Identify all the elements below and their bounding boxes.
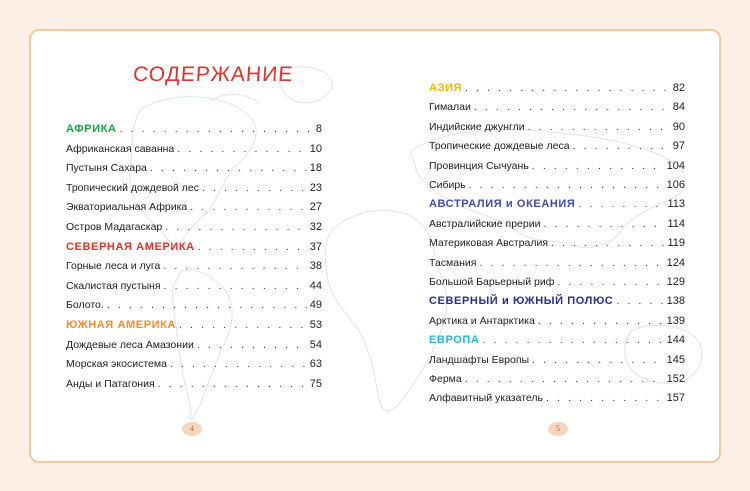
toc-entry-label: СЕВЕРНЫЙ и ЮЖНЫЙ ПОЛЮС [429, 295, 614, 308]
toc-page-number: 144 [666, 334, 685, 347]
toc-dot-leader [158, 378, 307, 390]
toc-page-number: 90 [672, 120, 685, 133]
toc-dot-leader [120, 123, 313, 135]
toc-dot-leader [578, 198, 664, 210]
toc-entry-label: Индийские джунгли [429, 120, 525, 133]
toc-dot-leader [482, 334, 663, 346]
toc-section-heading[interactable] [429, 334, 685, 350]
toc-entry[interactable] [429, 101, 685, 117]
toc-entry[interactable] [429, 276, 685, 292]
toc-entry[interactable] [429, 392, 685, 408]
toc-entry-label: Арктика и Антарктика [429, 314, 535, 327]
toc-entry-label: АВСТРАЛИЯ и ОКЕАНИЯ [429, 198, 576, 211]
toc-page-number: 54 [309, 338, 322, 351]
toc-section-heading[interactable] [66, 319, 322, 335]
toc-entry-label: Ландшафты Европы [429, 353, 530, 366]
toc-page-number: 53 [309, 319, 322, 331]
toc-dot-leader [202, 182, 307, 194]
toc-page-number: 119 [667, 237, 685, 250]
toc-page-number: 139 [666, 314, 685, 327]
toc-entry-label: Алфавитный указатель [429, 392, 543, 405]
toc-dot-leader [164, 280, 307, 292]
toc-entry[interactable] [429, 160, 685, 176]
toc-dot-leader [190, 201, 306, 213]
toc-page-number: 124 [666, 256, 685, 269]
toc-entry-label: Африканская саванна [66, 142, 175, 155]
toc-entry[interactable] [429, 315, 685, 331]
toc-dot-leader [165, 221, 306, 233]
toc-entry[interactable] [429, 121, 685, 137]
toc-entry-label: Дождевые леса Амазонии [66, 338, 194, 351]
toc-entry[interactable] [429, 257, 685, 273]
toc-dot-leader [150, 162, 307, 174]
toc-dot-leader [465, 373, 664, 385]
toc-entry-label: Болото. [66, 299, 104, 312]
toc-entry[interactable] [66, 182, 322, 198]
toc-dot-leader [469, 179, 664, 191]
toc-page-number: 37 [309, 240, 322, 253]
toc-entry-label: Остров Мадагаскар [66, 221, 163, 233]
toc-entry-label: ЕВРОПА [429, 334, 480, 347]
toc-dot-leader [557, 276, 663, 288]
toc-dot-leader [474, 101, 670, 113]
toc-dot-leader [163, 260, 306, 272]
toc-entry-label: Пустыня Сахара [66, 162, 147, 175]
toc-entry-label: Экваториальная Африка [66, 201, 188, 214]
toc-dot-leader [179, 319, 307, 331]
toc-entry-label: Материковая Австралия [429, 237, 549, 250]
toc-entry[interactable] [429, 237, 685, 253]
toc-dot-leader [616, 295, 663, 307]
toc-entry[interactable] [66, 162, 322, 178]
toc-dot-leader [543, 218, 664, 230]
toc-page-number: 157 [666, 392, 685, 405]
toc-page-number: 113 [667, 198, 685, 211]
toc-dot-leader [538, 315, 664, 327]
toc-page-number: 106 [666, 179, 685, 191]
toc-entry-label: Анды и Патагония [66, 377, 155, 390]
toc-entry[interactable] [66, 221, 322, 237]
toc-entry-label: АФРИКА [66, 123, 117, 135]
toc-entry-label: Морская экосистема [66, 358, 167, 371]
toc-section-heading[interactable] [429, 295, 685, 311]
toc-page-number: 97 [672, 140, 685, 153]
toc-page-number: 23 [309, 181, 322, 194]
toc-dot-leader [177, 143, 306, 155]
toc-entry[interactable] [429, 373, 685, 389]
book-spread [29, 29, 721, 463]
toc-page-number: 138 [666, 295, 685, 308]
toc-entry[interactable] [66, 299, 322, 315]
toc-page-number: 129 [666, 276, 685, 288]
page-title: СОДЕРЖАНИЕ [132, 63, 295, 86]
toc-page-number: 84 [672, 101, 685, 114]
toc-page-number: 27 [309, 201, 322, 214]
toc-entry-label: Провинция Сычуань [429, 159, 529, 172]
toc-entry-label: АЗИЯ [429, 82, 463, 94]
toc-entry-label: Горные леса и луга [66, 260, 161, 273]
toc-entry-label: СЕВЕРНАЯ АМЕРИКА [66, 240, 195, 253]
page-number-right: 5 [548, 422, 568, 436]
page-number-left: 4 [182, 422, 202, 436]
toc-page-number: 152 [666, 373, 685, 385]
toc-dot-leader [551, 237, 664, 249]
toc-entry-label: Большой Барьерный риф [429, 276, 555, 288]
toc-entry-label: Скалистая пустыня [66, 279, 161, 292]
toc-entry[interactable] [66, 260, 322, 276]
toc-dot-leader [546, 392, 664, 404]
toc-entry[interactable] [429, 179, 685, 195]
toc-entry[interactable] [429, 218, 685, 234]
toc-section-heading[interactable] [429, 198, 685, 214]
toc-dot-leader [465, 82, 670, 94]
toc-entry-label: Ферма [429, 373, 462, 385]
toc-dot-leader [528, 121, 670, 133]
toc-page-number: 82 [672, 82, 685, 94]
toc-entry-label: Австралийские прерии [429, 217, 541, 230]
toc-page-number: 8 [315, 123, 322, 135]
toc-page-number: 63 [309, 358, 322, 371]
toc-dot-leader [479, 257, 663, 269]
toc-page-number: 75 [309, 377, 322, 390]
toc-section-heading[interactable] [66, 241, 322, 257]
toc-entry-label: Тропические дождевые леса [429, 140, 570, 153]
toc-entry[interactable] [66, 280, 322, 296]
toc-dot-leader [198, 241, 307, 253]
toc-dot-leader [532, 354, 664, 366]
toc-entry-label: Тропический дождевой лес [66, 181, 199, 194]
toc-entry[interactable] [429, 140, 685, 156]
toc-entry[interactable] [66, 339, 322, 355]
toc-dot-leader [573, 140, 670, 152]
toc-dot-leader [197, 339, 307, 351]
toc-entry[interactable] [66, 378, 322, 394]
toc-section-heading[interactable] [429, 82, 685, 98]
toc-page-number: 104 [666, 159, 685, 172]
toc-entry[interactable] [66, 143, 322, 159]
toc-page-number: 38 [309, 260, 322, 273]
toc-dot-leader [107, 299, 307, 311]
toc-page-number: 49 [309, 299, 322, 312]
toc-page-number: 18 [309, 162, 322, 175]
toc-page-number: 145 [666, 353, 685, 366]
toc-section-heading[interactable] [66, 123, 322, 139]
toc-entry-label: ЮЖНАЯ АМЕРИКА [66, 319, 177, 331]
toc-dot-leader [170, 358, 307, 370]
toc-entry[interactable] [66, 358, 322, 374]
toc-entry[interactable] [66, 201, 322, 217]
toc-page-number: 114 [667, 217, 685, 230]
toc-entry-label: Тасмания [429, 256, 477, 269]
toc-page-number: 44 [309, 279, 322, 292]
toc-page-number: 32 [309, 221, 322, 233]
toc-entry[interactable] [429, 354, 685, 370]
toc-entry-label: Гималаи [429, 101, 471, 114]
toc-page-number: 10 [309, 142, 322, 155]
toc-dot-leader [532, 160, 664, 172]
toc-entry-label: Сибирь [429, 179, 466, 191]
